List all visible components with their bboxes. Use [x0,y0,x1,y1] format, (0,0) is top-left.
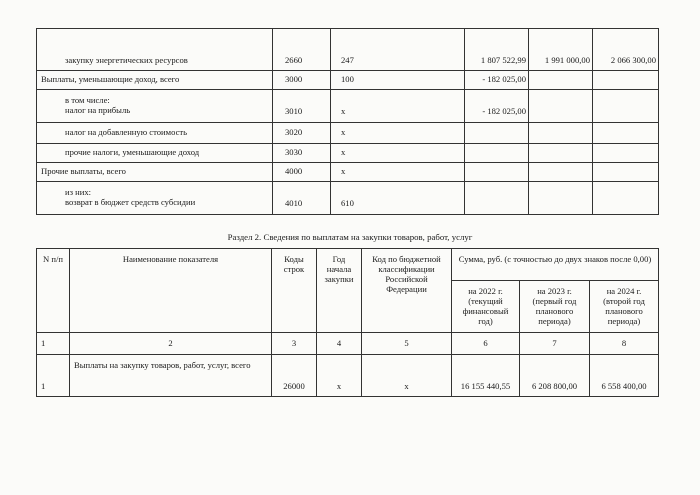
table-row [37,71,659,90]
row-name: Выплаты, уменьшающие доход, всего [37,71,273,90]
table-row [37,182,659,215]
index-cell: 7 [520,333,590,355]
header-num: N п/п [37,249,70,333]
row-code2: х [331,144,465,163]
value-2022: 1 807 522,99 [465,29,529,71]
row-name-line1: из них: [65,187,92,198]
value-2022 [465,163,529,182]
row-budget-code: х [362,355,452,397]
value-2024 [593,71,659,90]
payments-table-continued [36,28,659,215]
header-row [37,249,659,281]
row-code2: х [331,163,465,182]
row-name: Прочие выплаты, всего [37,163,273,182]
value-2024: 2 066 300,00 [593,29,659,71]
row-name: закупку энергетических ресурсов [37,29,273,71]
value-2023 [529,123,593,144]
value-2023 [529,163,593,182]
value-2023 [529,144,593,163]
row-name-line2: налог на прибыль [65,105,131,115]
row-code: 26000 [272,355,317,397]
row-code: 3000 [273,71,331,90]
table-row [37,90,659,123]
value-2022: 16 155 440,55 [452,355,520,397]
header-2022: на 2022 г. (текущий финансовый год) [452,281,520,333]
row-name: Выплаты на закупку товаров, работ, услуг, всего [70,355,272,397]
table-row [37,163,659,182]
row-code2: х [331,90,465,123]
index-cell: 3 [272,333,317,355]
index-cell: 4 [317,333,362,355]
value-2024 [593,144,659,163]
value-2023 [529,90,593,123]
index-cell: 8 [590,333,659,355]
index-row [37,333,659,355]
index-cell: 2 [70,333,272,355]
header-2023: на 2023 г. (первый год планового периода) [520,281,590,333]
row-code: 4000 [273,163,331,182]
value-2024 [593,123,659,144]
table-row [37,123,659,144]
row-code2: х [331,123,465,144]
row-name: налог на добавленную стоимость [37,123,273,144]
value-2022: - 182 025,00 [465,90,529,123]
row-code2: 610 [331,182,465,215]
value-2023: 6 208 800,00 [520,355,590,397]
value-2022: - 182 025,00 [465,71,529,90]
value-2023 [529,71,593,90]
row-code: 3030 [273,144,331,163]
header-2024: на 2024 г. (второй год планового периода) [590,281,659,333]
index-cell: 6 [452,333,520,355]
value-2023: 1 991 000,00 [529,29,593,71]
row-name-line2: возврат в бюджет средств субсидии [65,197,196,207]
value-2022 [465,144,529,163]
value-2023 [529,182,593,215]
table-row [37,29,659,71]
section-title: Раздел 2. Сведения по выплатам на закупки товаров, работ, услуг [227,232,473,242]
table-row [37,355,659,397]
row-code: 4010 [273,182,331,215]
header-codes: Коды строк [272,249,317,333]
value-2024 [593,90,659,123]
value-2022 [465,123,529,144]
header-year: Год начала закупки [317,249,362,333]
row-code2: 247 [331,29,465,71]
row-name-line1: в том числе: [65,95,110,106]
row-code2: 100 [331,71,465,90]
index-cell: 1 [37,333,70,355]
row-code: 3010 [273,90,331,123]
index-cell: 5 [362,333,452,355]
row-code: 3020 [273,123,331,144]
row-name: прочие налоги, уменьшающие доход [37,144,273,163]
purchases-table [36,248,659,397]
header-name: Наименование показателя [70,249,272,333]
row-name [37,90,273,123]
value-2022 [465,182,529,215]
value-2024: 6 558 400,00 [590,355,659,397]
header-budget-code: Код по бюджетной классификации Российской Федерации [362,249,452,333]
value-2024 [593,163,659,182]
header-sum: Сумма, руб. (с точностью до двух знаков после 0,00) [452,249,659,281]
table-row [37,144,659,163]
row-num: 1 [37,355,70,397]
row-code: 2660 [273,29,331,71]
row-year: х [317,355,362,397]
value-2024 [593,182,659,215]
row-name [37,182,273,215]
